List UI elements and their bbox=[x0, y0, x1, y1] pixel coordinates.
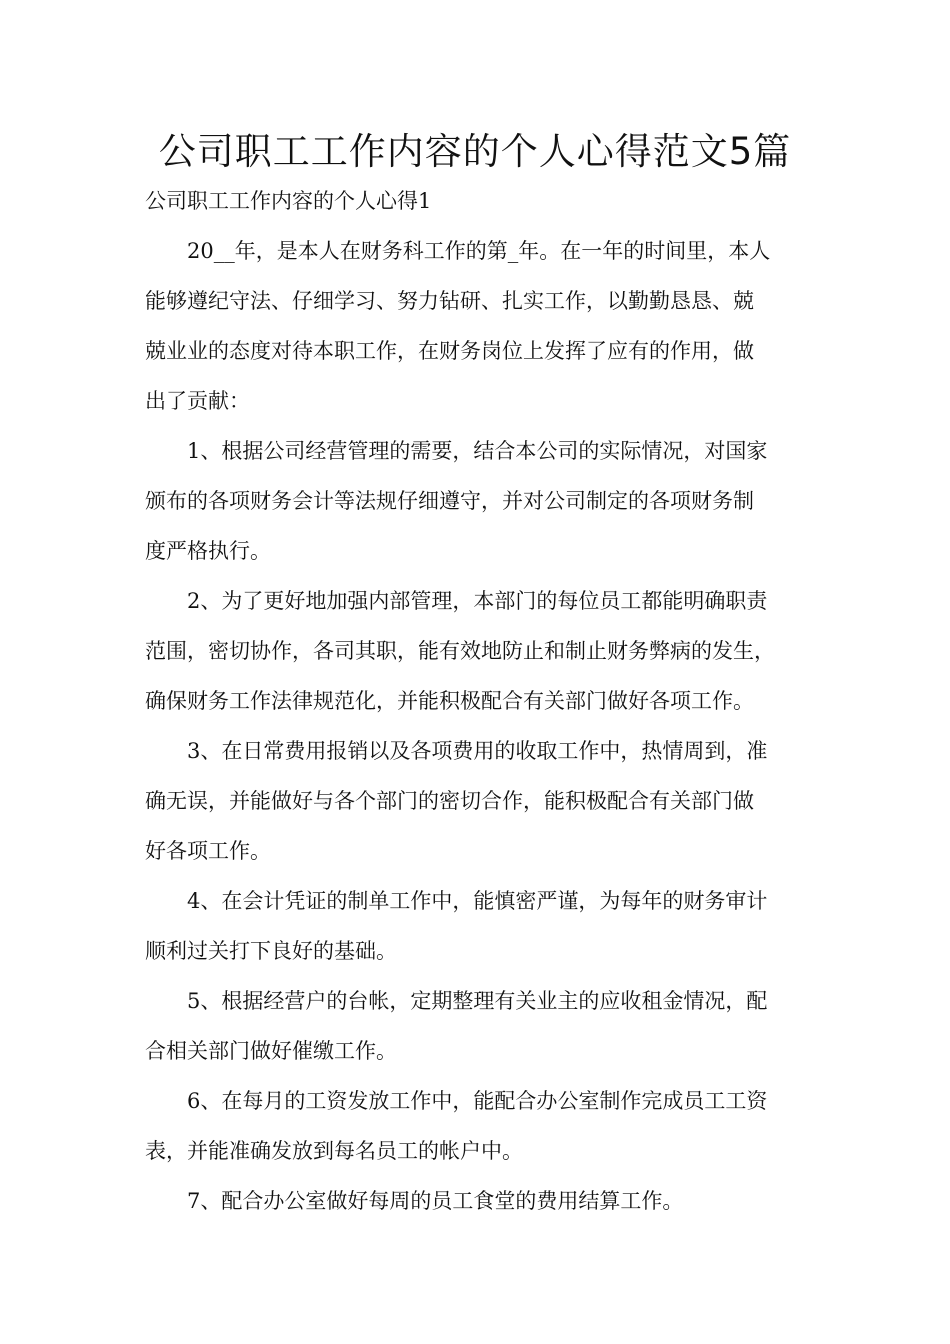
paragraph-line: 好各项工作。 bbox=[145, 839, 271, 863]
paragraph-line: 20__年，是本人在财务科工作的第_年。在一年的时间里，本人 bbox=[187, 239, 771, 263]
paragraph bbox=[145, 976, 825, 1076]
paragraph-line: 确无误，并能做好与各个部门的密切合作，能积极配合有关部门做 bbox=[145, 789, 754, 813]
paragraph-line: 6、在每月的工资发放工作中，能配合办公室制作完成员工工资 bbox=[187, 1089, 768, 1113]
paragraph-line: 颁布的各项财务会计等法规仔细遵守，并对公司制定的各项财务制 bbox=[145, 489, 754, 513]
paragraph bbox=[145, 1176, 825, 1226]
paragraph-line: 顺利过关打下良好的基础。 bbox=[145, 939, 397, 963]
paragraph-line: 合相关部门做好催缴工作。 bbox=[145, 1039, 397, 1063]
paragraph bbox=[145, 726, 825, 876]
paragraph-line: 能够遵纪守法、仔细学习、努力钻研、扎实工作，以勤勤恳恳、兢 bbox=[145, 289, 754, 313]
paragraph-line: 5、根据经营户的台帐，定期整理有关业主的应收租金情况，配 bbox=[187, 989, 768, 1013]
paragraph-line: 7、配合办公室做好每周的员工食堂的费用结算工作。 bbox=[187, 1189, 684, 1213]
paragraph bbox=[145, 226, 825, 426]
paragraph-line: 4、在会计凭证的制单工作中，能慎密严谨，为每年的财务审计 bbox=[187, 889, 768, 913]
paragraph-line: 1、根据公司经营管理的需要，结合本公司的实际情况，对国家 bbox=[187, 439, 768, 463]
paragraph-line: 范围，密切协作，各司其职，能有效地防止和制止财务弊病的发生， bbox=[145, 639, 775, 663]
paragraph-line: 兢业业的态度对待本职工作，在财务岗位上发挥了应有的作用，做 bbox=[145, 339, 754, 363]
paragraph-line: 表，并能准确发放到每名员工的帐户中。 bbox=[145, 1139, 523, 1163]
paragraph-line: 3、在日常费用报销以及各项费用的收取工作中，热情周到，准 bbox=[187, 739, 768, 763]
document-title: 公司职工工作内容的个人心得范文5篇 bbox=[158, 130, 792, 173]
paragraph-line: 2、为了更好地加强内部管理，本部门的每位员工都能明确职责 bbox=[187, 589, 768, 613]
paragraph bbox=[145, 876, 825, 976]
paragraph bbox=[145, 426, 825, 576]
paragraph-line: 确保财务工作法律规范化，并能积极配合有关部门做好各项工作。 bbox=[145, 689, 754, 713]
paragraph bbox=[145, 1076, 825, 1176]
paragraph-line: 出了贡献： bbox=[145, 389, 250, 413]
document-body bbox=[145, 226, 825, 1226]
paragraph bbox=[145, 576, 825, 726]
section-heading: 公司职工工作内容的个人心得1 bbox=[145, 189, 432, 213]
paragraph-line: 度严格执行。 bbox=[145, 539, 271, 563]
